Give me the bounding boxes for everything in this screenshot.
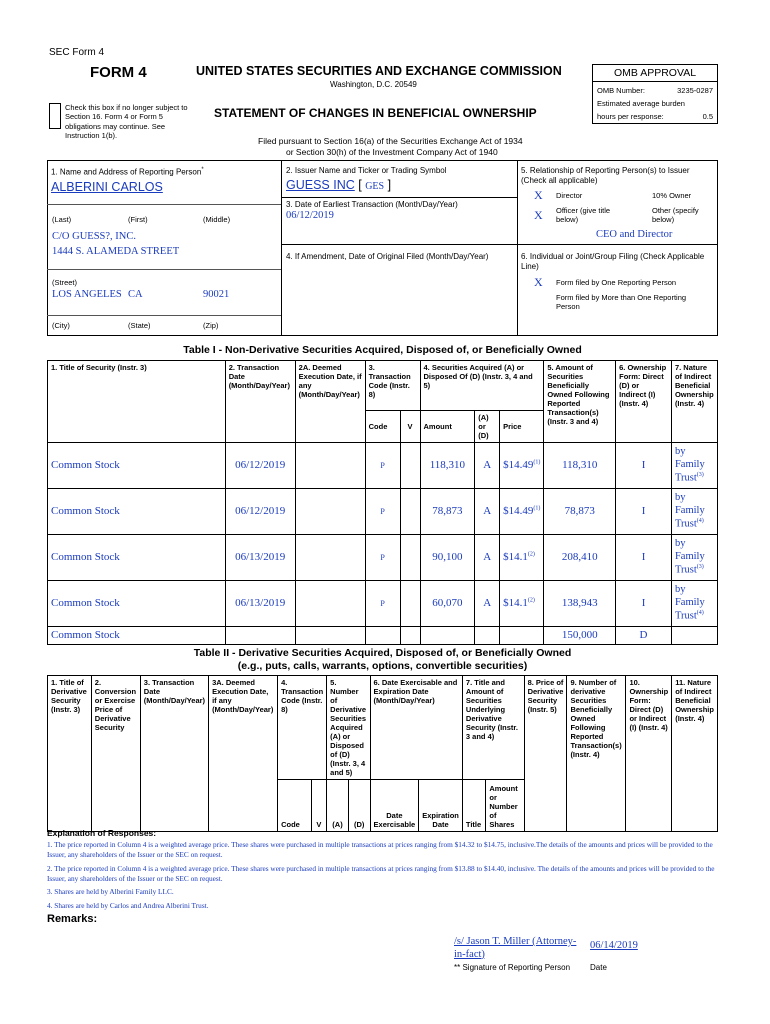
t1-row-title: Common Stock bbox=[48, 489, 226, 535]
signature-name[interactable]: /s/ Jason T. Miller (Attorney-in-fact) bbox=[454, 936, 577, 960]
t1-row-form: I bbox=[616, 535, 672, 581]
issuer-line: GUESS INC [ GES ] bbox=[286, 178, 392, 192]
t1-row-price: $14.49 bbox=[503, 504, 534, 517]
omb-burden-label: Estimated average burden bbox=[597, 99, 685, 109]
t1-row-price: $14.1 bbox=[503, 596, 528, 609]
t1-row-nature-fn: (4) bbox=[696, 517, 704, 524]
t2-h-underlying: 7. Title and Amount of Securities Underlying Derivative Security (Instr. 3 and 4) bbox=[462, 676, 524, 780]
t2-h-a: (A) bbox=[327, 780, 349, 832]
t1-row-price-fn: (2) bbox=[527, 551, 535, 558]
t2-h-code-sub: Code bbox=[278, 780, 311, 832]
t1-row-price-fn: (1) bbox=[533, 505, 541, 512]
t1-h-ownership-form: 6. Ownership Form: Direct (D) or Indirect (I) (Instr. 4) bbox=[616, 361, 672, 443]
box5-label: 5. Relationship of Reporting Person(s) to Issuer (Check all applicable) bbox=[521, 166, 690, 185]
t1-row-price-fn: (2) bbox=[527, 597, 535, 604]
one-person-label: Form filed by One Reporting Person bbox=[556, 278, 677, 287]
state-value: CA bbox=[128, 289, 143, 300]
t2-h-code: 4. Transaction Code (Instr. 8) bbox=[278, 676, 327, 780]
t1-row-owned: 208,410 bbox=[544, 535, 616, 581]
t1-row-date: 06/13/2019 bbox=[225, 581, 295, 627]
issuer-ticker: GES bbox=[365, 181, 385, 192]
t1-h-code: 3. Transaction Code (Instr. 8) bbox=[365, 361, 420, 411]
t1-row-nature: by Family Trust bbox=[674, 492, 705, 530]
zip-label: (Zip) bbox=[203, 321, 219, 330]
t1-row-code: P bbox=[365, 443, 400, 489]
street-label: (Street) bbox=[52, 278, 78, 287]
t1-row-code: P bbox=[365, 489, 400, 535]
t1-h-securities: 4. Securities Acquired (A) or Disposed Of (D) (Instr. 3, 4 and 5) bbox=[420, 361, 544, 411]
table2-derivative bbox=[47, 675, 718, 832]
table-row bbox=[48, 581, 718, 627]
table-row bbox=[48, 443, 718, 489]
box2-label: 2. Issuer Name and Ticker or Trading Symbol bbox=[286, 166, 447, 175]
officer-label: Officer (give title below) bbox=[556, 206, 611, 225]
t1-row-nature-fn: (3) bbox=[696, 471, 704, 478]
box3-label: 3. Date of Earliest Transaction (Month/Day/Year) bbox=[286, 200, 458, 209]
one-person-check[interactable]: X bbox=[534, 275, 543, 289]
reporting-person-name[interactable]: ALBERINI CARLOS bbox=[51, 180, 163, 194]
t1-row-code: P bbox=[365, 581, 400, 627]
t2-h-v: V bbox=[311, 780, 327, 832]
t1-h-amount: Amount bbox=[420, 411, 475, 443]
t1-row-nature-fn: (4) bbox=[696, 609, 704, 616]
t2-h-number: 5. Number of Derivative Securities Acquired (A) or Disposed of (D) (Instr. 3, 4 and 5) bbox=[327, 676, 370, 780]
t1-row-nature: by Family Trust bbox=[674, 538, 705, 576]
omb-number: 3235-0287 bbox=[677, 86, 713, 95]
middle-label: (Middle) bbox=[203, 215, 231, 224]
t1-h-deemed: 2A. Deemed Execution Date, if any (Month/Day/Year) bbox=[295, 361, 365, 443]
t2-h-owned: 9. Number of derivative Securities Beneficially Owned Following Reported Transaction(s) (Instr. 4) bbox=[567, 676, 626, 832]
t1-h-nature: 7. Nature of Indirect Beneficial Ownership (Instr. 4) bbox=[671, 361, 717, 443]
other-label: Other (specify below) bbox=[652, 206, 699, 225]
t2-h-conversion: 2. Conversion or Exercise Price of Derivative Security bbox=[91, 676, 140, 832]
filed-line-2: or Section 30(h) of the Investment Company Act of 1940 bbox=[286, 147, 498, 157]
t2-h-title-sub: Title bbox=[462, 780, 485, 832]
first-label: (First) bbox=[128, 215, 148, 224]
t1-row-amount: 90,100 bbox=[420, 535, 475, 581]
no-longer-subject-checkbox[interactable] bbox=[49, 103, 61, 129]
date-label: Date bbox=[590, 963, 607, 972]
footnote-4: 4. Shares are held by Carlos and Andrea Alberini Trust. bbox=[47, 901, 209, 911]
footnote-1: 1. The price reported in Column 4 is a weighted average price. These shares were purchased in multiple transactions at prices ranging from $14.32 to $14.75, inclusive.The details of the amounts and prices will be provided to the Issuer, any shareholders of the Issuer or the SEC on request. bbox=[47, 840, 713, 859]
director-check[interactable]: X bbox=[534, 188, 543, 202]
city-label: (City) bbox=[52, 321, 70, 330]
t1-row-price-fn: (1) bbox=[533, 459, 541, 466]
t2-h-ownership-form: 10. Ownership Form: Direct (D) or Indirect (I) (Instr. 4) bbox=[626, 676, 672, 832]
t1-row-nature: by Family Trust bbox=[674, 584, 705, 622]
t2-h-deemed: 3A. Deemed Execution Date, if any (Month/Day/Year) bbox=[209, 676, 278, 832]
table1-title: Table I - Non-Derivative Securities Acquired, Disposed of, or Beneficially Owned bbox=[183, 344, 582, 356]
officer-title: CEO and Director bbox=[596, 229, 673, 240]
t1-row-nature: by Family Trust bbox=[674, 446, 705, 484]
last-label: (Last) bbox=[52, 215, 72, 224]
t1-row-date: 06/13/2019 bbox=[225, 535, 295, 581]
t2-h-price: 8. Price of Derivative Security (Instr. 5) bbox=[524, 676, 567, 832]
t1-row-code: P bbox=[365, 535, 400, 581]
t1-h-aord: (A) or (D) bbox=[475, 411, 500, 443]
address-line-2: 1444 S. ALAMEDA STREET bbox=[52, 246, 180, 257]
t1-row-ad: A bbox=[475, 443, 500, 489]
footnote-2: 2. The price reported in Column 4 is a weighted average price. These shares were purchased in multiple transactions at prices ranging from $13.88 to $14.40, inclusive. The details of the amounts and prices will be provided to the Issuer, any shareholders of the Issuer or the SEC on request. bbox=[47, 863, 715, 883]
t1-row-form: I bbox=[616, 489, 672, 535]
t2-h-exercisable: 6. Date Exercisable and Expiration Date (Month/Day/Year) bbox=[370, 676, 462, 780]
table1-non-derivative bbox=[47, 360, 718, 645]
t2-h-date-ex: Date Exercisable bbox=[370, 780, 419, 832]
t1-row-date: 06/12/2019 bbox=[225, 443, 295, 489]
form-title: FORM 4 bbox=[90, 64, 147, 81]
location: Washington, D.C. 20549 bbox=[330, 80, 417, 89]
sec-form-label: SEC Form 4 bbox=[49, 47, 105, 58]
box6-label: 6. Individual or Joint/Group Filing (Check Applicable Line) bbox=[521, 252, 705, 271]
t1-row-owned: 118,310 bbox=[544, 443, 616, 489]
omb-title: OMB APPROVAL bbox=[593, 65, 717, 82]
t1-h-price: Price bbox=[500, 411, 544, 443]
box1-label: 1. Name and Address of Reporting Person* bbox=[51, 167, 204, 177]
explanation-notes bbox=[47, 840, 722, 911]
t1-row-owned: 78,873 bbox=[544, 489, 616, 535]
t1-row-owned: 138,943 bbox=[544, 581, 616, 627]
address-line-1: C/O GUESS?, INC. bbox=[52, 231, 137, 242]
t2-h-d: (D) bbox=[348, 780, 370, 832]
signature-date: 06/14/2019 bbox=[590, 940, 638, 951]
t1-h-date: 2. Transaction Date (Month/Day/Year) bbox=[225, 361, 295, 443]
officer-check[interactable]: X bbox=[534, 208, 543, 222]
t1-h-v: V bbox=[400, 411, 420, 443]
issuer-name[interactable]: GUESS INC bbox=[286, 178, 355, 192]
t1-row-ad: A bbox=[475, 489, 500, 535]
omb-number-label: OMB Number: bbox=[597, 86, 645, 95]
earliest-transaction-date: 06/12/2019 bbox=[286, 210, 334, 221]
statement-title: STATEMENT OF CHANGES IN BENEFICIAL OWNERSHIP bbox=[214, 106, 537, 120]
t1-row-ad: A bbox=[475, 535, 500, 581]
box4-label: 4. If Amendment, Date of Original Filed (Month/Day/Year) bbox=[286, 252, 489, 261]
t2-h-expiration: Expiration Date bbox=[419, 780, 463, 832]
t1-last-owned: 150,000 bbox=[544, 627, 616, 645]
t1-h-amount-owned: 5. Amount of Securities Beneficially Owned Following Reported Transaction(s) (Instr. 3 and 4) bbox=[544, 361, 616, 443]
zip-value: 90021 bbox=[203, 289, 230, 300]
t1-row-title: Common Stock bbox=[48, 443, 226, 489]
filed-line-1: Filed pursuant to Section 16(a) of the Securities Exchange Act of 1934 bbox=[258, 136, 523, 146]
more-persons-label: Form filed by More than One Reporting Person bbox=[556, 293, 687, 312]
t1-row-form: I bbox=[616, 581, 672, 627]
checkbox-text: Check this box if no longer subject to Section 16. Form 4 or Form 5 obligations may continue. See Instruction 1(b). bbox=[65, 103, 188, 141]
table-row bbox=[48, 489, 718, 535]
explanation-heading: Explanation of Responses: bbox=[47, 828, 157, 838]
ten-percent-owner-label: 10% Owner bbox=[652, 191, 692, 200]
commission-title: UNITED STATES SECURITIES AND EXCHANGE COMMISSION bbox=[196, 64, 562, 78]
t1-row-title: Common Stock bbox=[48, 581, 226, 627]
table2-title-2: (e.g., puts, calls, warrants, options, convertible securities) bbox=[237, 659, 528, 672]
table2-title-1: Table II - Derivative Securities Acquired, Disposed of, or Beneficially Owned bbox=[193, 647, 572, 659]
t2-h-nature: 11. Nature of Indirect Beneficial Ownership (Instr. 4) bbox=[672, 676, 718, 832]
t1-h-code-sub: Code bbox=[365, 411, 400, 443]
t2-h-date: 3. Transaction Date (Month/Day/Year) bbox=[140, 676, 208, 832]
t1-row-amount: 78,873 bbox=[420, 489, 475, 535]
remarks-heading: Remarks: bbox=[47, 913, 98, 925]
t1-row-price: $14.49 bbox=[503, 458, 534, 471]
t1-row-amount: 118,310 bbox=[420, 443, 475, 489]
t2-h-amount-shares: Amount or Number of Shares bbox=[486, 780, 524, 832]
t1-row-nature-fn: (3) bbox=[696, 563, 704, 570]
t1-row-title: Common Stock bbox=[48, 535, 226, 581]
omb-hours: 0.5 bbox=[702, 111, 713, 121]
t1-h-title: 1. Title of Security (Instr. 3) bbox=[48, 361, 226, 443]
t1-row-amount: 60,070 bbox=[420, 581, 475, 627]
omb-hours-label: hours per response: bbox=[597, 111, 664, 121]
t1-row-date: 06/12/2019 bbox=[225, 489, 295, 535]
t2-h-title: 1. Title of Derivative Security (Instr. 3) bbox=[48, 676, 92, 832]
table-row bbox=[48, 535, 718, 581]
omb-approval-box bbox=[592, 64, 718, 124]
director-label: Director bbox=[556, 191, 583, 200]
state-label: (State) bbox=[128, 321, 151, 330]
t1-row-ad: A bbox=[475, 581, 500, 627]
signature-label: ** Signature of Reporting Person bbox=[454, 963, 571, 972]
footnote-3: 3. Shares are held by Alberini Family LLC. bbox=[47, 887, 174, 897]
city-value: LOS ANGELES bbox=[52, 289, 122, 300]
table-row bbox=[48, 627, 718, 645]
table2-title bbox=[47, 647, 718, 672]
t1-last-title: Common Stock bbox=[48, 627, 226, 645]
t1-row-form: I bbox=[616, 443, 672, 489]
t1-row-price: $14.1 bbox=[503, 550, 528, 563]
t1-last-form: D bbox=[616, 627, 672, 645]
